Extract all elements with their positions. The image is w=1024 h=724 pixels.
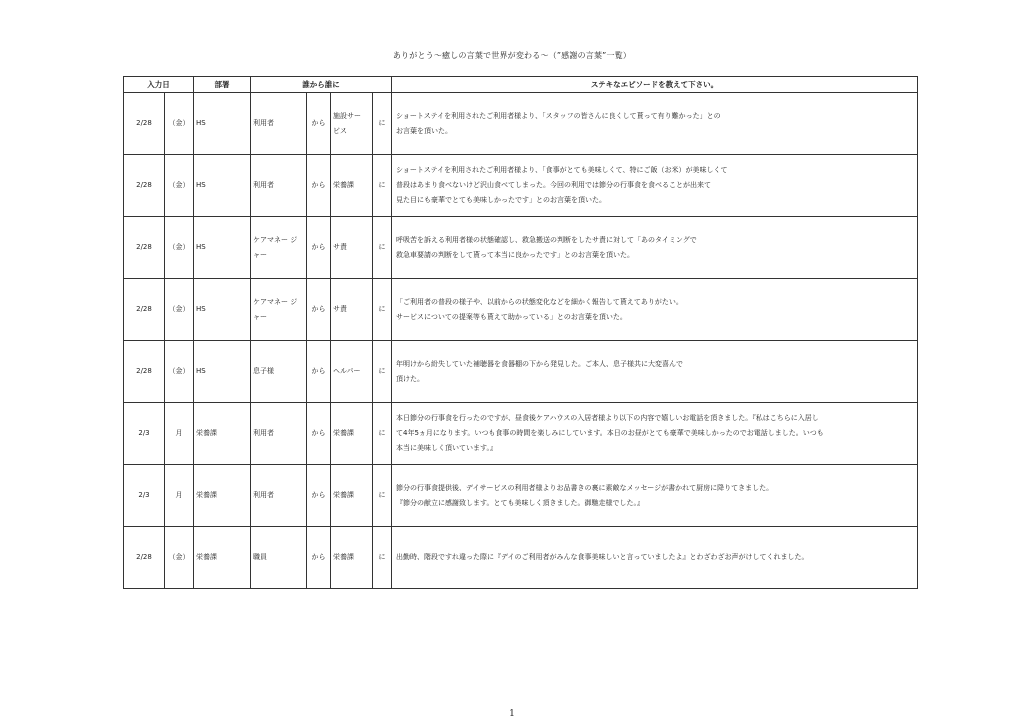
ni-cell: に xyxy=(373,341,392,403)
episode-line: 見た目にも豪華でとても美味しかったです」とのお言葉を頂いた。 xyxy=(396,196,606,204)
header-row xyxy=(124,77,918,93)
ni-cell: に xyxy=(373,465,392,527)
date-cell: 2/28 xyxy=(124,93,165,155)
episode-line: 年明けから紛失していた補聴器を食器棚の下から発見した。ご本人、息子様共に大変喜んで xyxy=(396,359,683,368)
day-cell: （金） xyxy=(165,527,194,589)
date-cell: 2/28 xyxy=(124,279,165,341)
table-row xyxy=(124,403,918,465)
date-cell: 2/28 xyxy=(124,217,165,279)
dept-cell: 栄養課 xyxy=(194,465,251,527)
to-cell: 栄養課 xyxy=(331,155,373,217)
dept-cell: HS xyxy=(194,155,251,217)
kara-cell: から xyxy=(307,279,331,341)
episode-cell xyxy=(392,279,918,341)
ni-cell: に xyxy=(373,279,392,341)
kara-cell: から xyxy=(307,341,331,403)
table-row xyxy=(124,217,918,279)
date-cell: 2/28 xyxy=(124,527,165,589)
kara-cell: から xyxy=(307,217,331,279)
date-cell: 2/28 xyxy=(124,155,165,217)
ni-cell: に xyxy=(373,527,392,589)
episode-cell xyxy=(392,217,918,279)
ni-cell: に xyxy=(373,403,392,465)
episode-line: て4年5ヵ月になります。いつも食事の時間を楽しみにしています。本日のお昼がとても豪華で美味しかったのでお電話しました。いつも xyxy=(396,429,824,437)
table-row xyxy=(124,341,918,403)
day-cell: （金） xyxy=(165,217,194,279)
day-cell: （金） xyxy=(165,155,194,217)
ni-cell: に xyxy=(373,217,392,279)
day-cell: 月 xyxy=(165,403,194,465)
dept-cell: HS xyxy=(194,93,251,155)
date-cell: 2/3 xyxy=(124,465,165,527)
table-row xyxy=(124,155,918,217)
header-who: 誰から誰に xyxy=(251,77,392,93)
from-cell: 利用者 xyxy=(251,93,307,155)
day-cell: （金） xyxy=(165,341,194,403)
episode-cell xyxy=(392,465,918,527)
episode-cell xyxy=(392,403,918,465)
kara-cell: から xyxy=(307,155,331,217)
episode-line: ショートステイを利用されたご利用者様より、「スタッフの皆さんに良くして貰って有り難かった」との xyxy=(396,111,721,120)
table-row xyxy=(124,279,918,341)
kara-cell: から xyxy=(307,527,331,589)
date-cell: 2/28 xyxy=(124,341,165,403)
kara-cell: から xyxy=(307,403,331,465)
episode-line: 普段はあまり食べないけど沢山食べてしまった。今回の利用では節分の行事食を食べることが出来て xyxy=(396,181,711,189)
dept-cell: HS xyxy=(194,279,251,341)
table-row xyxy=(124,527,918,589)
episode-line: 出勤時、階段ですれ違った際に『デイのご利用者がみんな食事美味しいと言っていましたよ』とわざわざお声がけしてくれました。 xyxy=(396,553,809,561)
table-row xyxy=(124,93,918,155)
day-cell: （金） xyxy=(165,93,194,155)
ni-cell: に xyxy=(373,155,392,217)
kara-cell: から xyxy=(307,465,331,527)
to-cell: 施設サー ビス xyxy=(331,93,373,155)
episode-cell xyxy=(392,93,918,155)
header-dept: 部署 xyxy=(194,77,251,93)
episode-line: 「ご利用者の普段の様子や、以前からの状態変化などを細かく報告して貰えてありがたい。 xyxy=(396,297,683,306)
from-cell: 息子様 xyxy=(251,341,307,403)
episode-line: サービスについての提案等も貰えて助かっている」とのお言葉を頂いた。 xyxy=(396,312,627,321)
episode-cell xyxy=(392,155,918,217)
document-title: ありがとう～癒しの言葉で世界が変わる～（”感謝の言葉”一覧） xyxy=(392,51,632,60)
to-cell: サ責 xyxy=(331,217,373,279)
day-cell: （金） xyxy=(165,279,194,341)
episode-line: ショートステイを利用されたご利用者様より、「食事がとても美味しくて、特にご飯（お米）が美味しくて xyxy=(396,166,728,174)
to-cell: 栄養課 xyxy=(331,465,373,527)
dept-cell: 栄養課 xyxy=(194,403,251,465)
ni-cell: に xyxy=(373,93,392,155)
episode-line: 本日節分の行事食を行ったのですが、昼食後ケアハウスの入居者様より以下の内容で嬉しいお電話を頂きました。『私はこちらに入居し xyxy=(396,414,819,422)
from-cell: 職員 xyxy=(251,527,307,589)
to-cell: 栄養課 xyxy=(331,403,373,465)
header-date: 入力日 xyxy=(124,77,194,93)
episode-line: お言葉を頂いた。 xyxy=(396,126,452,135)
dept-cell: 栄養課 xyxy=(194,527,251,589)
to-cell: サ責 xyxy=(331,279,373,341)
from-cell: 利用者 xyxy=(251,403,307,465)
to-cell: ヘルパー xyxy=(331,341,373,403)
dept-cell: HS xyxy=(194,217,251,279)
episode-line: 呼吸苦を訴える利用者様の状態確認し、救急搬送の判断をしたサ責に対して「あのタイミングで xyxy=(396,235,697,244)
episode-line: 救急車要請の判断をして貰って本当に良かったです」とのお言葉を頂いた。 xyxy=(396,250,634,259)
header-episode: ステキなエピソードを教えて下さい。 xyxy=(392,77,918,93)
from-cell: 利用者 xyxy=(251,155,307,217)
to-cell: 栄養課 xyxy=(331,527,373,589)
kara-cell: から xyxy=(307,93,331,155)
episode-cell xyxy=(392,527,918,589)
episode-line: 本当に美味しく頂いています。』 xyxy=(396,444,497,452)
episode-line: 節分の行事食提供後、デイサービスの利用者様よりお品書きの裏に素敵なメッセージが書かれて厨房に降りてきました。 xyxy=(396,483,774,492)
table-row xyxy=(124,465,918,527)
thanks-table xyxy=(123,76,918,589)
dept-cell: HS xyxy=(194,341,251,403)
from-cell: ケアマネー ジャー xyxy=(251,217,307,279)
from-cell: 利用者 xyxy=(251,465,307,527)
episode-line: 頂けた。 xyxy=(396,374,424,383)
page-number: 1 xyxy=(509,709,515,719)
from-cell: ケアマネー ジャー xyxy=(251,279,307,341)
day-cell: 月 xyxy=(165,465,194,527)
date-cell: 2/3 xyxy=(124,403,165,465)
episode-line: 『節分の献立に感謝致します。とても美味しく頂きました。御馳走様でした。』 xyxy=(396,498,644,507)
episode-cell xyxy=(392,341,918,403)
